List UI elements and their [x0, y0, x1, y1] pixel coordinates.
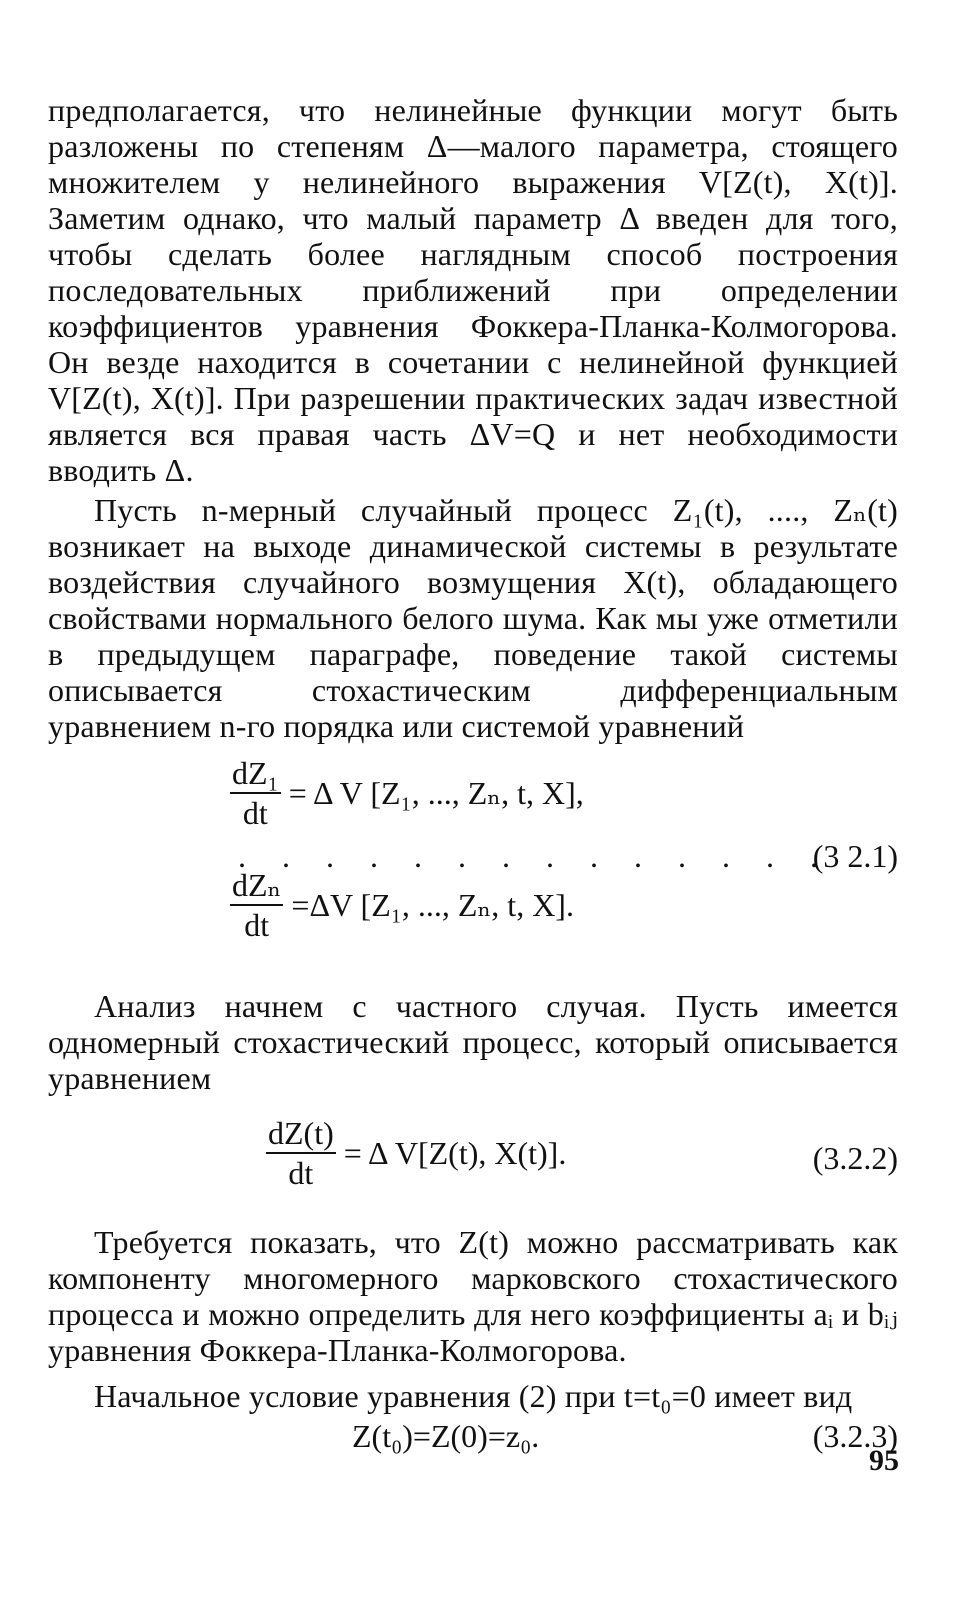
paragraph-3: Анализ начнем с частного случая. Пусть имеется одномерный стохастический процесс, который описывается уравнением [48, 988, 898, 1096]
fraction-dz1-dt [230, 756, 281, 830]
paragraph-5: Начальное условие уравнения (2) при t=t₀=0 имеет вид [94, 1378, 853, 1414]
fraction-dzn-dt [230, 868, 283, 942]
ellipsis-row: . . . . . . . . . . . . . . [238, 838, 832, 874]
equation-rhs: = Δ V [Z₁, ..., Zₙ, t, X], [288, 775, 584, 811]
equation-3-2-2 [48, 1110, 898, 1206]
equation-label-3-2-1: (3 2.1) [812, 838, 898, 874]
fraction-numerator: dZ₁ [230, 756, 281, 794]
paragraph-4: Требуется показать, что Z(t) можно рассматривать как компоненту многомерного марковского стохастического процесса и можно определить для него коэффициенты aᵢ и bᵢⱼ уравнения Фоккера-Планка-Колмогорова. [48, 1224, 898, 1368]
fraction-numerator: dZ(t) [266, 1116, 336, 1154]
page-number: 95 [869, 1444, 899, 1477]
equation-label-3-2-3: (3.2.3) [812, 1418, 898, 1454]
equation-body [266, 1116, 566, 1190]
equation-rhs: = Δ V[Z(t), X(t)]. [343, 1135, 567, 1171]
fraction-denominator: dt [244, 907, 270, 943]
fraction-denominator: dt [288, 1155, 314, 1191]
paragraph-1: предполагается, что нелинейные функции могут быть разложены по степеням Δ—малого параметра, стоящего множителем у нелинейного выражения V[Z(t), X(t)]. Заметим однако, что малый параметр Δ введен для того, чтобы сделать более наглядным способ построения последовательных приближений при определении коэффициентов уравнения Фоккера-Планка-Колмогорова. Он везде находится в сочетании с нелинейной функцией V[Z(t), X(t)]. При разрешении практических задач известной является вся правая часть ΔV=Q и нет необходимости вводить Δ. [48, 92, 898, 488]
fraction-denominator: dt [242, 795, 268, 831]
page-text [48, 92, 898, 1462]
equation-3-2-3 [48, 1418, 898, 1462]
paragraph-2: Пусть n-мерный случайный процесс Z₁(t), ...., Zₙ(t) возникает на выходе динамической системы в результате воздействия случайного возмущения X(t), обладающего свойствами нормального белого шума. Как мы уже отметили в предыдущем параграфе, поведение такой системы описывается стохастическим дифференциальным уравнением n-го порядка или системой уравнений [48, 492, 898, 744]
fraction-dz-dt [266, 1116, 336, 1190]
equation-body: Z(t₀)=Z(0)=z₀. [352, 1418, 540, 1454]
equation-label-3-2-2: (3.2.2) [812, 1140, 898, 1176]
equation-rhs: =ΔV [Z₁, ..., Zₙ, t, X]. [291, 887, 574, 923]
fraction-numerator: dZₙ [230, 868, 283, 906]
equation-last [230, 868, 574, 942]
equation-system-3-2-1 [48, 756, 898, 966]
equation-first [230, 756, 584, 830]
